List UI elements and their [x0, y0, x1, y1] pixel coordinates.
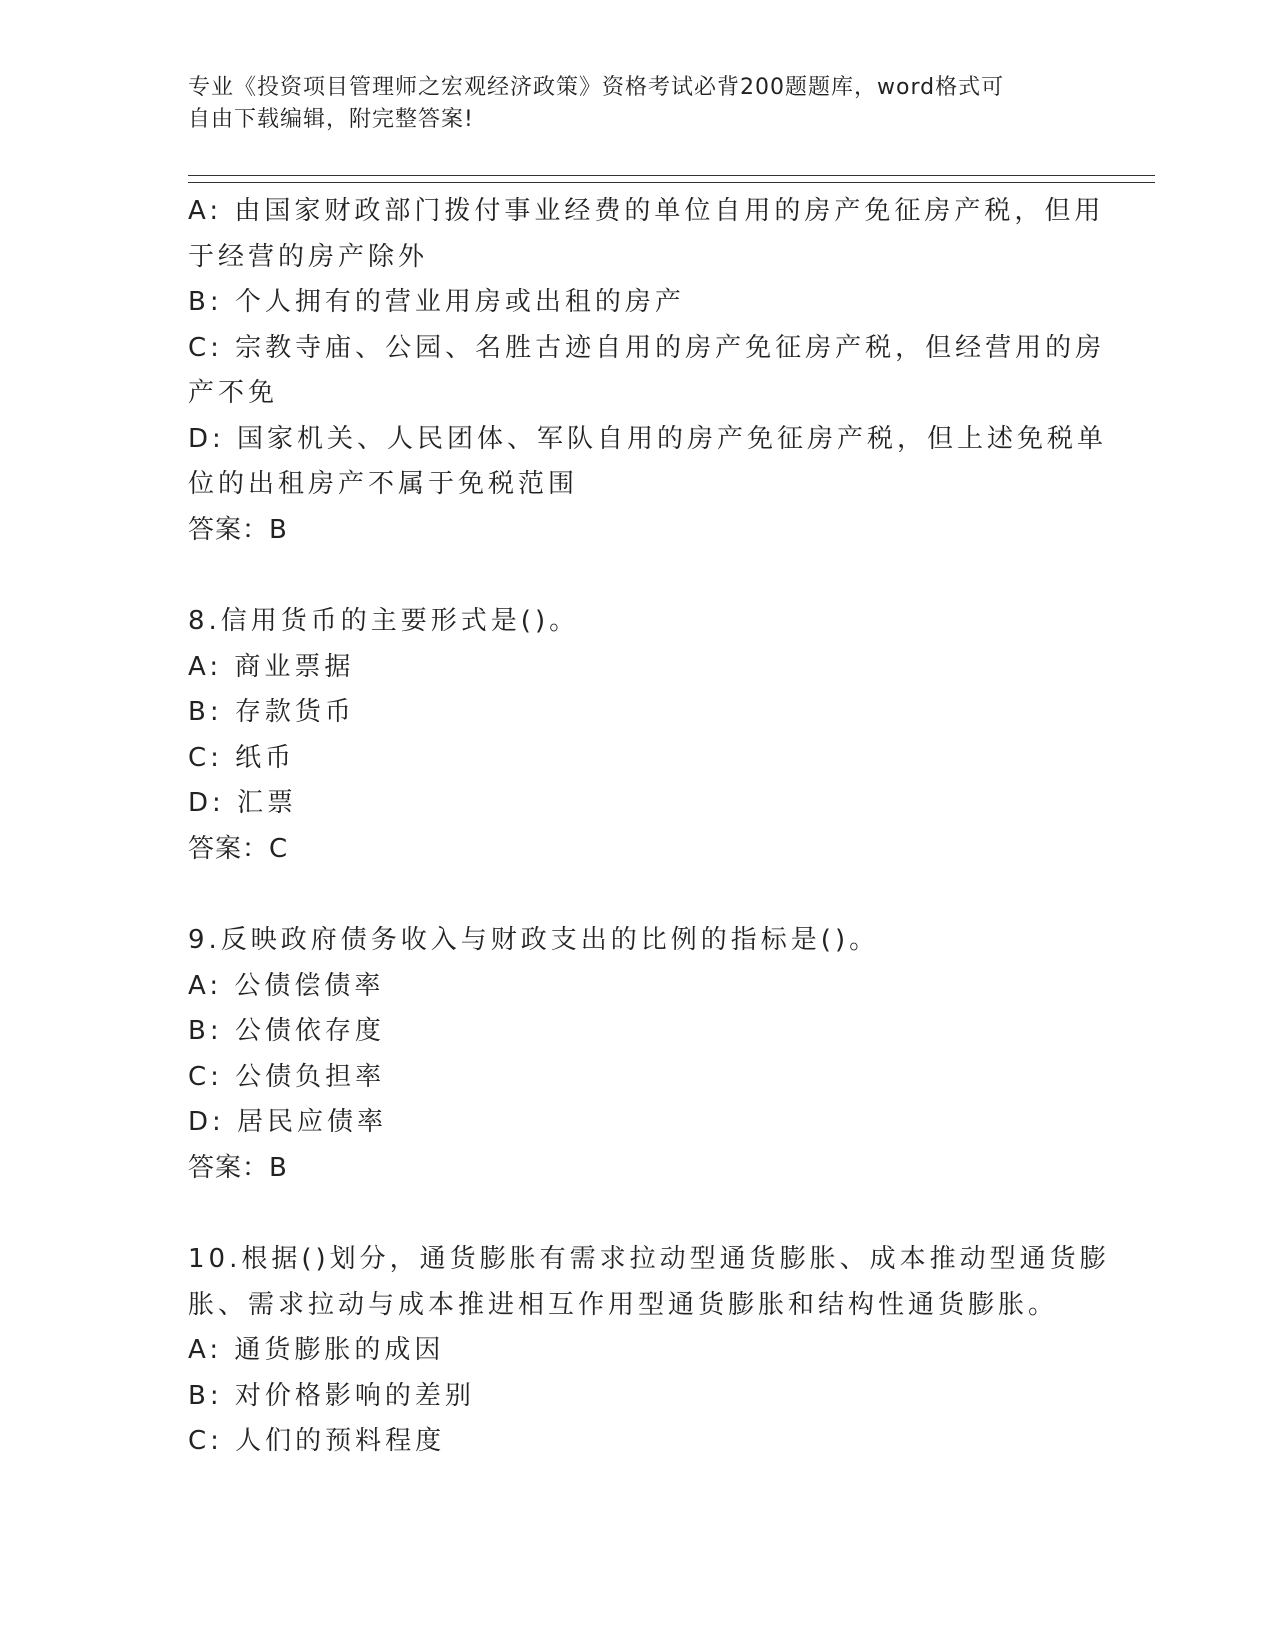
document-header — [188, 72, 1088, 136]
question-stem: 10.根据()划分，通货膨胀有需求拉动型通货膨胀、成本推动型通货膨 — [188, 1244, 1110, 1274]
block-spacer — [188, 1191, 1088, 1237]
question-stem: 9.反映政府债务收入与财政支出的比例的指标是()。 — [188, 925, 880, 955]
answer-line: 答案：B — [188, 1152, 288, 1183]
header-line: 自由下载编辑，附完整答案! — [188, 107, 474, 132]
option-line: 位的出租房产不属于免税范围 — [188, 469, 579, 499]
option-line: A: 商业票据 — [188, 651, 355, 682]
question-block — [188, 599, 1088, 872]
question-content — [188, 189, 1110, 1465]
option-line: C: 公债负担率 — [188, 1061, 386, 1092]
option-line: C: 人们的预料程度 — [188, 1426, 446, 1456]
block-spacer — [188, 553, 1088, 599]
option-line: A: 公债偿债率 — [188, 970, 385, 1001]
block-spacer — [188, 872, 1088, 918]
option-line: 于经营的房产除外 — [188, 241, 429, 272]
option-line: B: 对价格影响的差别 — [188, 1380, 475, 1411]
option-line: B: 公债依存度 — [188, 1016, 385, 1046]
option-line: C: 纸币 — [188, 742, 296, 773]
option-line: C: 宗教寺庙、公园、名胜古迹自用的房产免征房产税，但经营用的房 — [188, 332, 1106, 363]
header-divider — [188, 182, 1155, 183]
option-line: 产不免 — [188, 378, 279, 408]
option-line: D: 汇票 — [188, 788, 298, 818]
question-stem: 8.信用货币的主要形式是()。 — [188, 606, 580, 636]
header-divider — [188, 175, 1155, 176]
question-block — [188, 918, 1088, 1191]
option-line: B: 存款货币 — [188, 697, 355, 727]
question-block — [188, 189, 1108, 553]
question-stem: 胀、需求拉动与成本推进相互作用型通货膨胀和结构性通货膨胀。 — [188, 1289, 1059, 1320]
option-line: A: 由国家财政部门拨付事业经费的单位自用的房产免征房产税，但用 — [188, 196, 1105, 226]
question-block — [188, 1237, 1110, 1465]
option-line: B: 个人拥有的营业用房或出租的房产 — [188, 287, 685, 317]
option-line: D: 居民应债率 — [188, 1107, 388, 1137]
answer-line: 答案：B — [188, 514, 288, 545]
option-line: D: 国家机关、人民团体、军队自用的房产免征房产税，但上述免税单 — [188, 423, 1108, 454]
answer-line: 答案：C — [188, 833, 289, 864]
header-line: 专业《投资项目管理师之宏观经济政策》资格考试必背200题题库，word格式可 — [188, 75, 1005, 100]
option-line: A: 通货膨胀的成因 — [188, 1335, 445, 1365]
